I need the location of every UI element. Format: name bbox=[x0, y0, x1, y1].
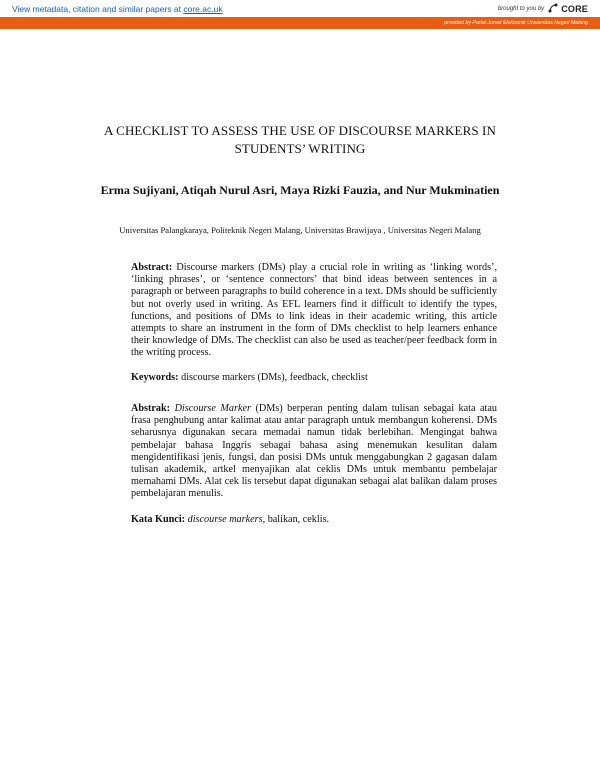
core-brand: CORE bbox=[561, 4, 588, 14]
katakunci-text: , balikan, ceklis. bbox=[262, 514, 330, 525]
abstrak-text: (DMs) berperan penting dalam tulisan sebagai kata atau frasa penghubung antar kalimat atau antar paragraph untuk membangun koherensi. DMs seharusnya digunakan secara memadai namun tidak berlebihan. Mengingat bahwa pembelajar bahasa Inggris sebagai bahasa asing menemukan kesulitan dalam mengidentifikasi jenis, fungsi, dan posisi DMs untuk menggabungkan 2 gagasan dalam tulisan akademik, artkel menyajikan alat ceklis DMs untuk membantu pembelajar memahami DMs. Alat cek lis tersebut dapat digunakan sebagai alat balikan dalam proses pembelajaran menulis. bbox=[131, 403, 497, 500]
core-link-prefix[interactable]: View metadata, citation and similar papers at bbox=[12, 4, 184, 14]
core-logo-icon bbox=[547, 2, 559, 14]
paper-affiliations: Universitas Palangkaraya, Politeknik Negeri Malang, Universitas Brawijaya , Universitas Negeri Malang bbox=[119, 225, 481, 235]
abstrak-label: Abstrak: bbox=[131, 403, 171, 414]
core-branding[interactable] bbox=[498, 2, 588, 14]
core-header bbox=[0, 0, 600, 30]
abstract-text: Discourse markers (DMs) play a crucial role in writing as ‘linking words’, ‘linking phrases’, or ‘sentence connectors’ that bind ideas between sentences in a paragraph or between paragraphs to build coherence in a text. DMs should be sufficiently but not overly used in writing. As EFL learners find it difficult to identify the types, functions, and positions of DMs to link ideas in their academic writing, this article attempts to share an instrument in the form of DMs checklist to help learners enhance their knowledge of DMs. The checklist can also be used as teacher/peer feedback form in the writing process. bbox=[131, 262, 497, 359]
title-line-2: STUDENTS’ WRITING bbox=[234, 141, 366, 156]
core-link-url[interactable]: core.ac.uk bbox=[183, 4, 223, 14]
paper-title bbox=[60, 122, 540, 158]
title-line-1: A CHECKLIST TO ASSESS THE USE OF DISCOURSE MARKERS IN bbox=[104, 123, 496, 138]
provider-bar: provided by Portal Jurnal Elektronik Universitas Negeri Malang bbox=[0, 17, 600, 29]
abstrak-paragraph bbox=[131, 403, 497, 501]
brought-by-label: brought to you by bbox=[497, 6, 545, 12]
abstract-label: Abstract: bbox=[131, 262, 173, 273]
keywords-label: Keywords: bbox=[131, 372, 179, 383]
katakunci-label: Kata Kunci: bbox=[131, 514, 186, 525]
core-metadata-link[interactable] bbox=[12, 4, 223, 14]
abstrak-term: Discourse Marker bbox=[174, 403, 251, 414]
katakunci-paragraph bbox=[131, 514, 497, 526]
katakunci-term: discourse markers bbox=[187, 514, 263, 525]
keywords-text: discourse markers (DMs), feedback, checklist bbox=[178, 372, 368, 383]
paper-authors: Erma Sujiyani, Atiqah Nurul Asri, Maya Rizki Fauzia, and Nur Mukminatien bbox=[100, 183, 500, 197]
abstract-paragraph bbox=[131, 262, 497, 360]
keywords-paragraph bbox=[131, 372, 497, 384]
